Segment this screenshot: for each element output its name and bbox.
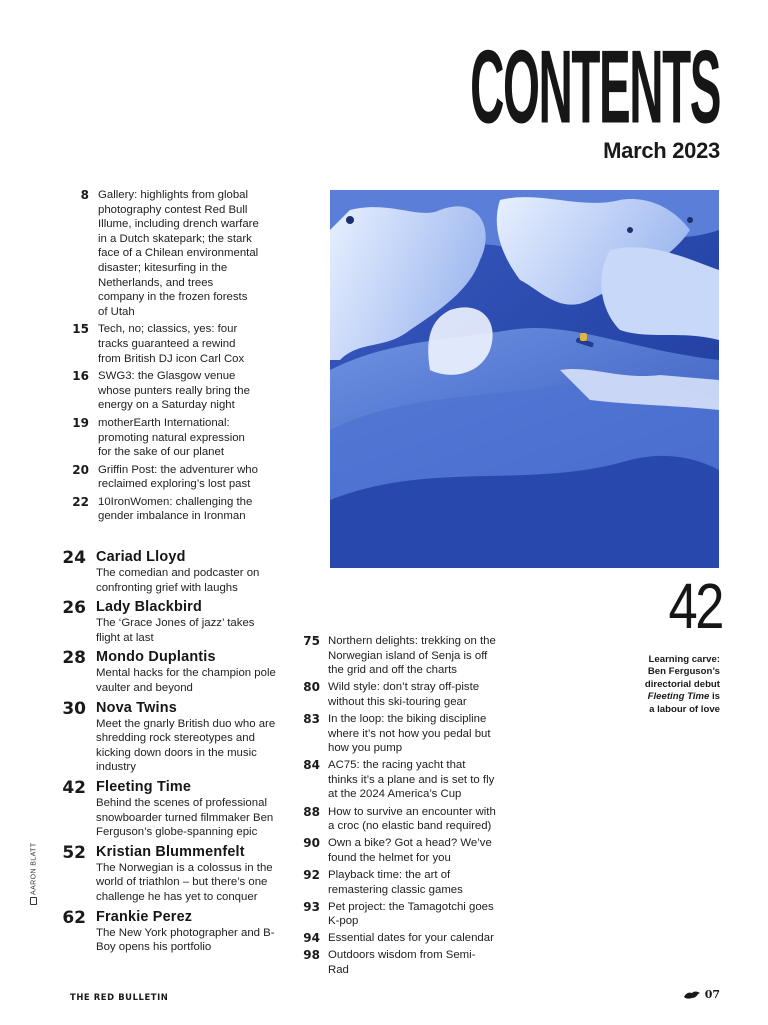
feature-page-number: 24 (62, 548, 86, 568)
feature-title: Fleeting Time (96, 778, 192, 795)
photo-credit-name: AARON BLATT (30, 842, 38, 895)
page-title: CONTENTS (470, 27, 720, 145)
feature-description: The New York photographer and B-Boy opens his portfolio (96, 926, 275, 954)
feature-description: Mental hacks for the champion pole vaulter and beyond (96, 667, 276, 694)
toc-description: 10IronWomen: challenging the gender imbalance in Ironman (98, 495, 253, 523)
footer-brand: THE RED BULLETIN (70, 992, 169, 1002)
snowboard-photo (330, 190, 719, 568)
toc-description: In the loop: the biking discipline where it’s not how you pedal but how you pump (328, 712, 491, 755)
feature-entry[interactable] (60, 908, 280, 955)
bull-logo-icon (683, 990, 701, 1000)
toc-entry[interactable] (296, 712, 496, 756)
toc-entry[interactable] (60, 188, 260, 319)
feature-entry[interactable] (60, 648, 280, 695)
feature-description: The comedian and podcaster on confronting grief with laughs (96, 567, 260, 594)
toc-description: SWG3: the Glasgow venue whose punters really bring the energy on a Saturday night (98, 370, 250, 412)
feature-description: Meet the gnarly British duo who are shredding rock stereotypes and kicking down doors in the music industry (96, 717, 276, 774)
toc-description: Playback time: the art of remastering classic games (328, 868, 463, 896)
toc-list-features (60, 548, 280, 958)
feature-page-number: 26 (62, 598, 86, 619)
feature-entry[interactable] (60, 598, 280, 645)
toc-page-number: 92 (303, 867, 320, 882)
toc-description: Outdoors wisdom from Semi-Rad (328, 949, 476, 976)
toc-page-number: 84 (303, 758, 320, 773)
featured-page-number: 42 (668, 570, 722, 642)
feature-entry[interactable] (60, 843, 280, 905)
toc-entry[interactable] (296, 758, 496, 802)
caption-line: Ben Ferguson’s (647, 666, 720, 678)
toc-page-number: 16 (72, 369, 89, 384)
toc-description: Griffin Post: the adventurer who reclaimed exploring’s lost past (98, 463, 258, 491)
toc-entry[interactable] (296, 868, 496, 897)
toc-page-number: 80 (303, 680, 320, 695)
toc-description: Gallery: highlights from global photography contest Red Bull Illume, including drench warfare in a Dutch skatepark; the stark face of a Chilean environmental disaster; kitesurfing in the Netherlands, and trees company in the frozen forests of Utah (98, 189, 259, 318)
feature-page-number: 52 (62, 842, 86, 863)
feature-page-number: 62 (62, 907, 86, 928)
toc-page-number: 15 (72, 322, 89, 337)
feature-title: Nova Twins (96, 699, 177, 716)
toc-entry[interactable] (60, 322, 260, 366)
camera-icon (30, 897, 37, 905)
feature-entry[interactable] (60, 778, 280, 840)
toc-page-number: 88 (303, 804, 320, 819)
photo-caption (628, 654, 720, 716)
toc-page-number: 8 (80, 188, 89, 202)
toc-description: Essential dates for your calendar (328, 932, 494, 945)
caption-title: Fleeting Time (647, 691, 710, 703)
footer-page (683, 988, 720, 1001)
toc-page-number: 83 (303, 711, 320, 726)
toc-page-number: 98 (303, 948, 320, 963)
toc-page-number: 94 (303, 931, 320, 946)
toc-entry[interactable] (296, 805, 496, 834)
toc-entry[interactable] (296, 836, 496, 865)
toc-entry[interactable] (296, 680, 496, 709)
feature-title: Kristian Blummenfelt (96, 843, 245, 860)
photo-credit (30, 841, 42, 905)
feature-entry[interactable] (60, 699, 280, 775)
feature-description: The ‘Grace Jones of jazz’ takes flight at last (96, 617, 255, 644)
toc-description: Pet project: the Tamagotchi goes K-pop (328, 900, 494, 928)
feature-description: Behind the scenes of professional snowboarder turned filmmaker Ben Ferguson’s globe-spanning epic (96, 796, 274, 839)
feature-page-number: 30 (62, 698, 86, 719)
toc-page-number: 20 (72, 462, 89, 477)
caption-line: a labour of love (649, 703, 720, 715)
toc-description: How to survive an encounter with a croc (no elastic band required) (328, 805, 496, 833)
toc-entry[interactable] (296, 900, 496, 929)
toc-description: Own a bike? Got a head? We’ve found the helmet for you (328, 837, 492, 864)
toc-list-front (60, 188, 260, 527)
toc-page-number: 90 (303, 836, 320, 851)
toc-entry[interactable] (60, 369, 260, 413)
toc-page-number: 19 (72, 415, 89, 430)
feature-page-number: 28 (62, 648, 86, 669)
toc-page-number: 22 (72, 494, 89, 509)
toc-entry[interactable] (60, 463, 260, 492)
caption-line: directorial debut (644, 678, 720, 690)
toc-description: motherEarth International: promoting natural expression for the sake of our planet (98, 416, 245, 459)
feature-title: Frankie Perez (96, 908, 193, 925)
toc-description: AC75: the racing yacht that thinks it’s a plane and is set to fly at the 2024 America’s Cup (328, 759, 495, 801)
toc-entry[interactable] (60, 495, 260, 524)
toc-list-back (296, 634, 496, 980)
feature-title: Cariad Lloyd (96, 549, 186, 565)
feature-entry[interactable] (60, 548, 280, 595)
toc-entry[interactable] (60, 416, 260, 460)
toc-entry[interactable] (296, 948, 496, 977)
toc-entry[interactable] (296, 931, 496, 946)
toc-entry[interactable] (296, 634, 496, 678)
toc-description: Northern delights: trekking on the Norwegian island of Senja is off the grid and off the charts (328, 635, 496, 677)
toc-description: Tech, no; classics, yes: four tracks guaranteed a rewind from British DJ icon Carl Cox (98, 323, 245, 365)
toc-page-number: 93 (303, 899, 320, 914)
feature-description: The Norwegian is a colossus in the world of triathlon – but there’s one challenge he has yet to conquer (96, 861, 273, 903)
caption-line: Learning carve: (648, 654, 720, 665)
caption-line: is (709, 691, 720, 703)
issue-date: March 2023 (603, 138, 720, 163)
feature-title: Mondo Duplantis (96, 649, 216, 666)
toc-page-number: 75 (303, 634, 320, 648)
feature-page-number: 42 (62, 777, 86, 798)
feature-title: Lady Blackbird (96, 599, 202, 616)
footer-page-number: 07 (704, 988, 720, 1001)
toc-description: Wild style: don’t stray off-piste without this ski-touring gear (328, 681, 480, 708)
